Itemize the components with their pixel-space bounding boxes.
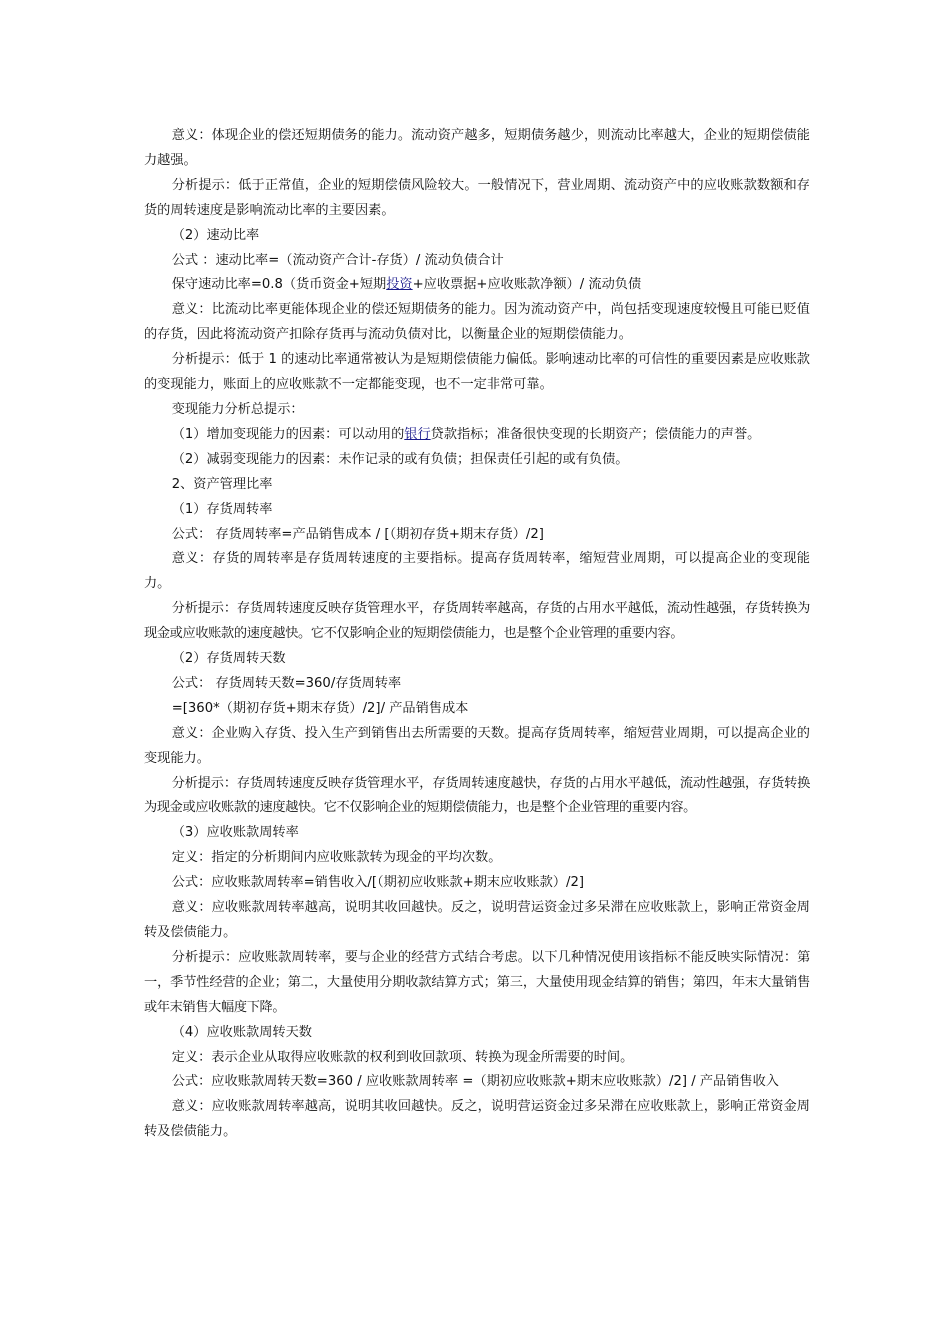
paragraph-p18 [144,697,810,722]
paragraph-text: 意义：存货的周转率是存货周转速度的主要指标。提高存货周转率，缩短营业周期，可以提高企业的变现能力。 [144,551,810,592]
paragraph-text: 定义：表示企业从取得应收账款的权利到收回款项、转换为现金所需要的时间。 [171,1049,634,1065]
paragraph-p10 [144,448,810,473]
paragraph-p23 [144,871,810,896]
paragraph-text: （2）速动比率 [171,227,260,243]
paragraph-text: （2）减弱变现能力的因素：未作记录的或有负债；担保责任引起的或有负债。 [171,451,629,467]
paragraph-text: 意义：应收账款周转率越高，说明其收回越快。反之，说明营运资金过多呆滞在应收账款上，影响正常资金周转及偿债能力。 [144,900,810,940]
paragraph-text: 意义：应收账款周转率越高，说明其收回越快。反之，说明营运资金过多呆滞在应收账款上，影响正常资金周转及偿债能力。 [144,1099,810,1140]
paragraph-p24 [144,896,810,946]
paragraph-text: （3）应收账款周转率 [171,825,299,841]
paragraph-text: 定义：指定的分析期间内应收账款转为现金的平均次数。 [171,850,502,866]
paragraph-p04 [144,249,810,274]
paragraph-p08 [144,398,810,423]
document-body [144,124,810,1145]
paragraph-text: 分析提示：应收账款周转率，要与企业的经营方式结合考虑。以下几种情况使用该指标不能反映实际情况：第一，季节性经营的企业；第二，大量使用分期收款结算方式；第三，大量使用现金结算的销售；第四，年末大量销售或年末销售大幅度下降。 [144,949,810,1015]
paragraph-text: 分析提示：低于正常值，企业的短期偿债风险较大。一般情况下，营业周期、流动资产中的应收账款数额和存货的周转速度是影响流动比率的主要因素。 [144,177,810,218]
paragraph-text: 变现能力分析总提示： [171,401,304,417]
paragraph-p28 [144,1070,810,1095]
paragraph-text: 贷款指标；准备很快变现的长期资产；偿债能力的声誉。 [430,426,761,442]
paragraph-p22 [144,846,810,871]
paragraph-p12 [144,498,810,523]
paragraph-p17 [144,672,810,697]
paragraph-text: 保守速动比率=0.8（货币资金+短期 [171,277,387,293]
paragraph-p02 [144,174,810,224]
paragraph-p09 [144,423,810,448]
paragraph-text: （1）增加变现能力的因素：可以动用的 [171,426,405,442]
paragraph-text: （2）存货周转天数 [171,651,286,667]
paragraph-text: （4）应收账款周转天数 [171,1024,312,1040]
paragraph-p25 [144,946,810,1021]
paragraph-p19 [144,722,810,772]
paragraph-text: 分析提示：存货周转速度反映存货管理水平，存货周转速度越快，存货的占用水平越低，流动性越强，存货转换为现金或应收账款的速度越快。它不仅影响企业的短期偿债能力，也是整个企业管理的重要内容。 [144,775,810,816]
paragraph-text: 公式 ：速动比率=（流动资产合计-存货）/ 流动负债合计 [171,252,504,268]
paragraph-text: +应收票据+应收账款净额）/ 流动负债 [412,277,642,293]
paragraph-text: 分析提示：存货周转速度反映存货管理水平，存货周转率越高，存货的占用水平越低，流动性越强，存货转换为现金或应收账款的速度越快。它不仅影响企业的短期偿债能力，也是整个企业管理的重要内容。 [144,601,810,642]
paragraph-text: 公式：应收账款周转天数=360 / 应收账款周转率 =（期初应收账款+期末应收账款）/2] / 产品销售收入 [171,1074,779,1090]
paragraph-text: 公式： 存货周转天数=360/存货周转率 [171,675,402,691]
paragraph-p29 [144,1095,810,1145]
paragraph-p11 [144,473,810,498]
paragraph-text: =[360*（期初存货+期末存货）/2]/ 产品销售成本 [171,700,469,716]
inline-link[interactable]: 投资 [386,277,413,293]
paragraph-p05 [144,273,810,298]
paragraph-p27 [144,1046,810,1071]
paragraph-text: 分析提示：低于 1 的速动比率通常被认为是短期偿债能力偏低。影响速动比率的可信性的重要因素是应收账款的变现能力，账面上的应收账款不一定都能变现，也不一定非常可靠。 [144,352,810,393]
paragraph-text: 公式：应收账款周转率=销售收入/[（期初应收账款+期末应收账款）/2] [171,875,585,891]
paragraph-p07 [144,348,810,398]
paragraph-p26 [144,1021,810,1046]
paragraph-p16 [144,647,810,672]
paragraph-text: 意义：企业购入存货、投入生产到销售出去所需要的天数。提高存货周转率，缩短营业周期，可以提高企业的变现能力。 [144,725,810,766]
paragraph-p20 [144,772,810,822]
paragraph-p13 [144,523,810,548]
paragraph-text: 意义：比流动比率更能体现企业的偿还短期债务的能力。因为流动资产中，尚包括变现速度较慢且可能已贬值的存货，因此将流动资产扣除存货再与流动负债对比，以衡量企业的短期偿债能力。 [144,302,810,343]
paragraph-p06 [144,298,810,348]
paragraph-text: 公式： 存货周转率=产品销售成本 / [（期初存货+期末存货）/2] [171,526,544,542]
paragraph-text: （1）存货周转率 [171,501,273,517]
paragraph-p03 [144,224,810,249]
paragraph-p15 [144,597,810,647]
paragraph-p21 [144,821,810,846]
paragraph-text: 2、资产管理比率 [171,476,273,492]
inline-link[interactable]: 银行 [404,426,431,442]
paragraph-p14 [144,547,810,597]
paragraph-p01 [144,124,810,174]
paragraph-text: 意义：体现企业的偿还短期债务的能力。流动资产越多，短期债务越少，则流动比率越大，企业的短期偿债能力越强。 [144,128,810,168]
